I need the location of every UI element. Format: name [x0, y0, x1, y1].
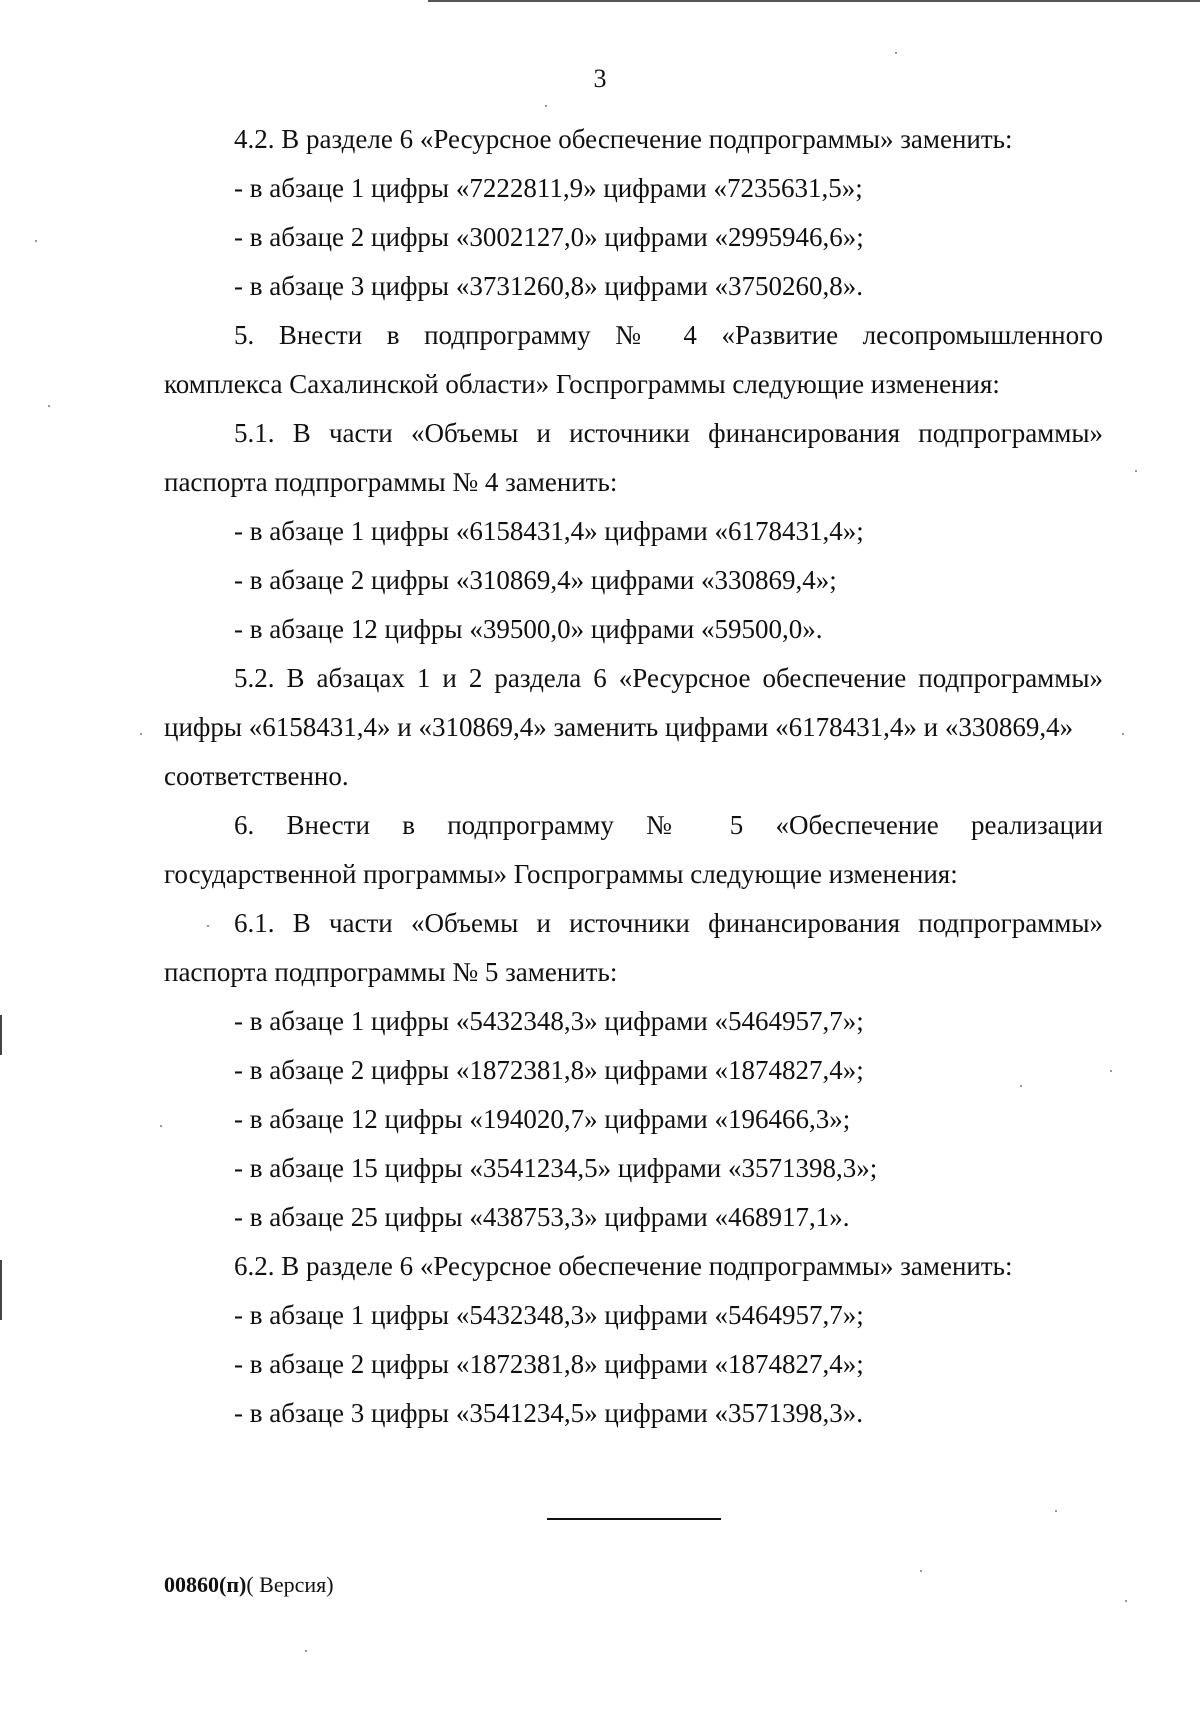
paragraph-line: - в абзаце 12 цифры «39500,0» цифрами «59500,0».	[234, 614, 823, 644]
scan-speck	[1125, 1600, 1127, 1602]
paragraph-line: 4.2. В разделе 6 «Ресурсное обеспечение подпрограммы» заменить:	[234, 124, 1013, 154]
scan-speck	[920, 1570, 922, 1572]
document-code	[164, 1571, 334, 1599]
paragraph-line: - в абзаце 2 цифры «1872381,8» цифрами «1874827,4»;	[234, 1349, 864, 1379]
scan-speck	[1122, 733, 1124, 735]
paragraph-line: - в абзаце 2 цифры «310869,4» цифрами «330869,4»;	[234, 565, 837, 595]
paragraph-line: государственной программы» Госпрограммы следующие изменения:	[164, 859, 958, 889]
scan-speck	[48, 405, 50, 407]
document-number: 00860(п)	[164, 1572, 247, 1597]
end-of-text-rule	[547, 1518, 721, 1520]
scan-speck	[35, 240, 37, 242]
paragraph-line: - в абзаце 2 цифры «3002127,0» цифрами «2995946,6»;	[234, 222, 864, 252]
scan-speck	[160, 1125, 162, 1127]
paragraph-line: - в абзаце 1 цифры «7222811,9» цифрами «7235631,5»;	[234, 173, 863, 203]
scan-edge-mark	[0, 1260, 2, 1320]
paragraph-line: комплекса Сахалинской области» Госпрограммы следующие изменения:	[164, 369, 1000, 399]
scan-speck	[305, 1650, 307, 1652]
paragraph-line: - в абзаце 1 цифры «5432348,3» цифрами «5464957,7»;	[234, 1300, 864, 1330]
scan-edge-mark	[0, 1015, 2, 1055]
scan-speck	[895, 52, 897, 54]
scan-speck	[1055, 1510, 1057, 1512]
paragraph-line: - в абзаце 2 цифры «1872381,8» цифрами «1874827,4»;	[234, 1055, 864, 1085]
scan-speck	[545, 105, 547, 107]
document-version: ( Версия)	[246, 1572, 334, 1597]
scan-speck	[1020, 1085, 1022, 1087]
scan-speck	[140, 733, 142, 735]
top-rule	[428, 0, 1200, 2]
scan-speck	[1110, 1070, 1112, 1072]
paragraph-line: - в абзаце 1 цифры «6158431,4» цифрами «6178431,4»;	[234, 516, 864, 546]
paragraph-line: 6. Внести в подпрограмму № 5 «Обеспечение реализации	[234, 810, 1103, 840]
scan-speck	[1135, 470, 1137, 472]
paragraph-line: 6.1. В части «Объемы и источники финансирования подпрограммы»	[234, 908, 1103, 938]
paragraph-line: - в абзаце 25 цифры «438753,3» цифрами «468917,1».	[234, 1202, 850, 1232]
paragraph-line: цифры «6158431,4» и «310869,4» заменить цифрами «6178431,4» и «330869,4»	[164, 712, 1074, 742]
page-number: 3	[593, 64, 607, 93]
scan-speck	[207, 925, 209, 927]
paragraph-line: 6.2. В разделе 6 «Ресурсное обеспечение подпрограммы» заменить:	[234, 1251, 1013, 1281]
paragraph-line: 5.2. В абзацах 1 и 2 раздела 6 «Ресурсное обеспечение подпрограммы»	[234, 663, 1103, 693]
paragraph-line: паспорта подпрограммы № 5 заменить:	[164, 957, 618, 987]
paragraph-line: - в абзаце 12 цифры «194020,7» цифрами «196466,3»;	[234, 1104, 851, 1134]
paragraph-line: паспорта подпрограммы № 4 заменить:	[164, 467, 618, 497]
paragraph-line: 5. Внести в подпрограмму № 4 «Развитие лесопромышленного	[234, 320, 1103, 350]
paragraph-line: - в абзаце 3 цифры «3541234,5» цифрами «3571398,3».	[234, 1398, 863, 1428]
paragraph-line: - в абзаце 15 цифры «3541234,5» цифрами «3571398,3»;	[234, 1153, 878, 1183]
paragraph-line: - в абзаце 1 цифры «5432348,3» цифрами «5464957,7»;	[234, 1006, 864, 1036]
paragraph-line: соответственно.	[164, 761, 349, 791]
paragraph-line: 5.1. В части «Объемы и источники финансирования подпрограммы»	[234, 418, 1103, 448]
paragraph-line: - в абзаце 3 цифры «3731260,8» цифрами «3750260,8».	[234, 271, 863, 301]
